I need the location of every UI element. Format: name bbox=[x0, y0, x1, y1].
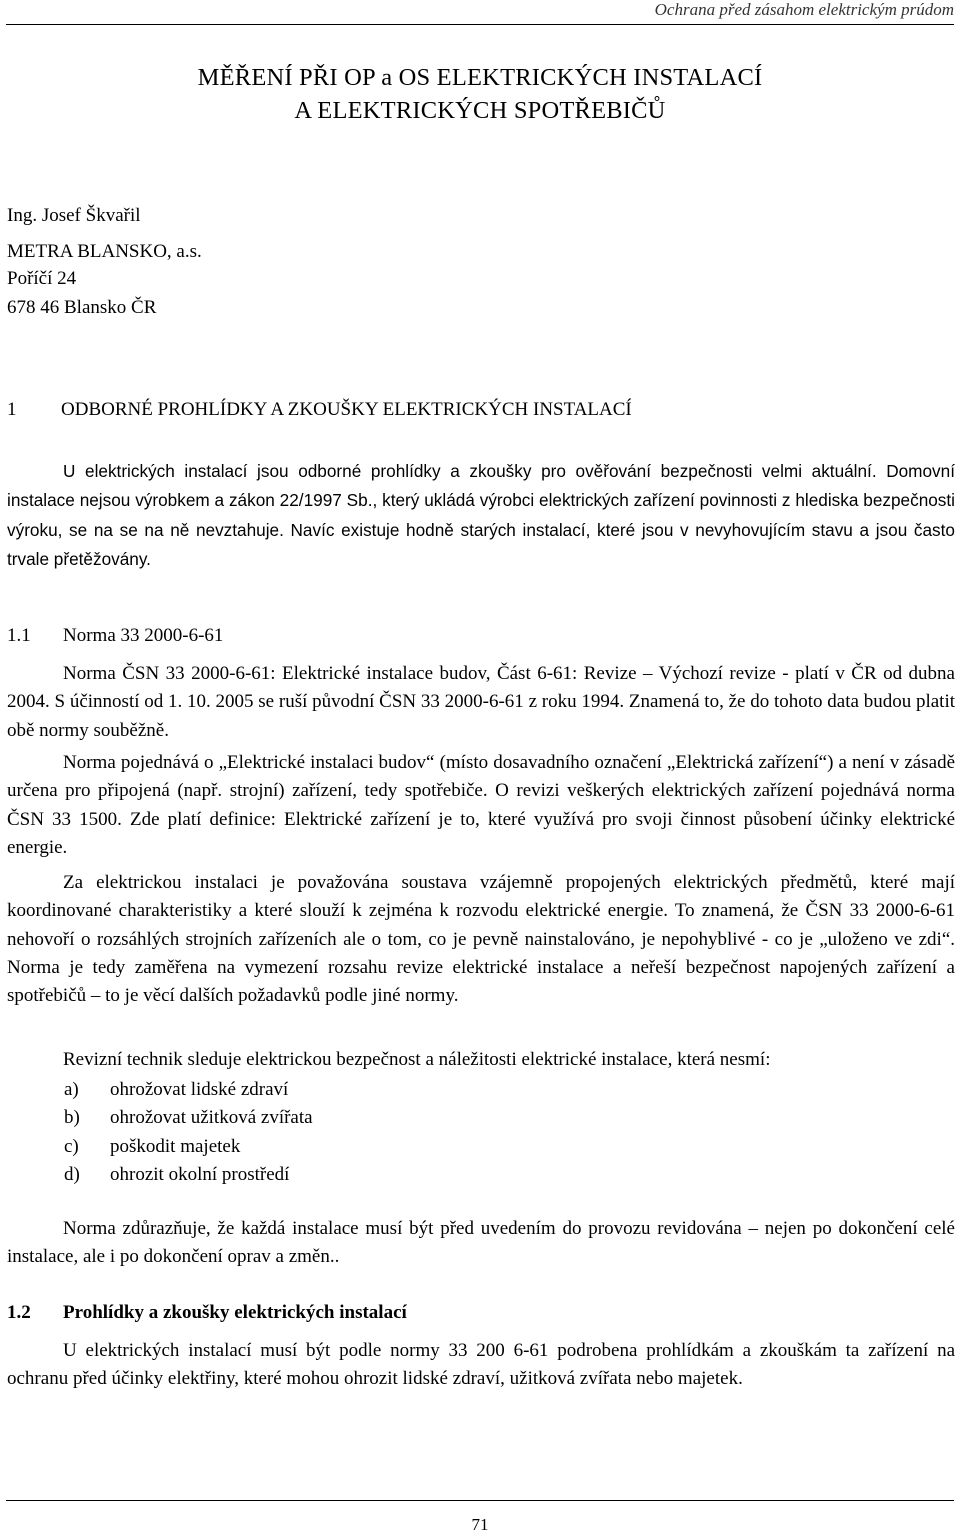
section-1-heading bbox=[7, 399, 632, 421]
footer-rule bbox=[6, 1500, 954, 1501]
section-1-2-paragraph-1 bbox=[7, 1337, 955, 1394]
list-item-text: ohrozit okolní prostředí bbox=[110, 1163, 290, 1185]
list-item-text: ohrožovat lidské zdraví bbox=[110, 1079, 289, 1100]
header-rule bbox=[6, 24, 954, 25]
paragraph-text-sans-cont: , který ukládá výrobci elektrických zařízení povinnosti z hlediska bezpečnosti výroku, se na se na ně nevztahuje. Navíc existuje hodně starých instalací, které jsou v nevyhovujícím stavu a jsou často trvale přetěžovány. bbox=[7, 490, 955, 569]
section-number: 1.1 bbox=[7, 625, 31, 646]
author-street: Poříčí 24 bbox=[7, 268, 77, 289]
page-number: 71 bbox=[471, 1515, 489, 1534]
list-item bbox=[64, 1133, 944, 1161]
author-city: 678 46 Blansko ČR bbox=[7, 297, 157, 318]
author-company: METRA BLANSKO, a.s. bbox=[7, 241, 202, 262]
section-1-1-paragraph-5 bbox=[7, 1215, 955, 1272]
list-item bbox=[64, 1076, 944, 1104]
list-marker: a) bbox=[64, 1079, 79, 1100]
section-1-1-paragraph-4 bbox=[7, 1046, 955, 1074]
section-1-paragraph bbox=[7, 457, 955, 574]
list-item bbox=[64, 1104, 944, 1132]
list-item-text: poškodit majetek bbox=[110, 1135, 241, 1157]
list-item-text: ohrožovat užitková zvířata bbox=[110, 1107, 313, 1129]
paragraph-text: Norma ČSN 33 2000-6-61: Elektrické instalace budov, Část 6-61: Revize – Výchozí revize - platí v ČR od dubna 2004. S účinností od 1. 10. 2005 se ruší původní ČSN 33 2000-6-61 z roku 1994. Znamená to, že do tohoto data budou platit obě normy souběžně. bbox=[7, 663, 955, 741]
paragraph-text: Norma zdůrazňuje, že každá instalace musí být před uvedením do provozu revidována – nejen po dokončení celé instalace, ale i po dokončení oprav a změn.. bbox=[7, 1218, 955, 1268]
section-1-1-paragraph-3 bbox=[7, 869, 955, 1010]
section-1-1-paragraph-2 bbox=[7, 749, 955, 862]
section-title: Norma 33 2000-6-61 bbox=[63, 625, 224, 646]
section-1-1-paragraph-1 bbox=[7, 660, 955, 745]
requirements-list bbox=[64, 1076, 944, 1189]
list-marker: d) bbox=[64, 1163, 80, 1185]
paragraph-text-sans: U elektrických instalací jsou odborné prohlídky a zkoušky pro ověřování bezpečnosti velmi aktuální. Domovní instalace nejsou výrobkem a zákon 22/1997 Sb. bbox=[7, 461, 955, 511]
section-1-1-heading bbox=[7, 625, 223, 647]
section-number: 1 bbox=[7, 399, 17, 420]
author-name: Ing. Josef Škvařil bbox=[7, 205, 141, 226]
document-title-line-2: A ELEKTRICKÝCH SPOTŘEBIČŮ bbox=[294, 97, 666, 124]
section-1-2-heading bbox=[7, 1302, 407, 1324]
section-number: 1.2 bbox=[7, 1302, 31, 1323]
section-title: ODBORNÉ PROHLÍDKY A ZKOUŠKY ELEKTRICKÝCH INSTALACÍ bbox=[61, 399, 632, 420]
document-title-line-1: MĚŘENÍ PŘI OP a OS ELEKTRICKÝCH INSTALACÍ bbox=[197, 64, 763, 91]
paragraph-text: Za elektrickou instalaci je považována soustava vzájemně propojených elektrických předmětů, které mají koordinované charakteristiky a které slouží k zejména k rozvodu elektrické energie. To znamená, že ČSN 33 2000-6-61 nehovoří o rozsáhlých strojních zařízeních ale o tom, co je pevně nainstalováno, je nepohyblivé - co je „uloženo ve zdi“. Norma je tedy zaměřena na vymezení rozsahu revize elektrické instalace a neřeší bezpečnost napojených zařízení a spotřebičů – to je věcí dalších požadavků podle jiné normy. bbox=[7, 872, 955, 1007]
section-title: Prohlídky a zkoušky elektrických instalací bbox=[63, 1302, 407, 1323]
list-marker: b) bbox=[64, 1107, 80, 1129]
list-marker: c) bbox=[64, 1135, 79, 1157]
paragraph-text: Revizní technik sleduje elektrickou bezpečnost a náležitosti elektrické instalace, která nesmí: bbox=[63, 1049, 771, 1070]
list-item bbox=[64, 1161, 944, 1189]
running-header: Ochrana před zásahom elektrickým prúdom bbox=[654, 0, 954, 19]
paragraph-text: U elektrických instalací musí být podle normy 33 200 6-61 podrobena prohlídkám a zkouškám ta zařízení na ochranu před účinky elektřiny, které mohou ohrozit lidské zdraví, užitková zvířata nebo majetek. bbox=[7, 1340, 955, 1390]
paragraph-text: Norma pojednává o „Elektrické instalaci budov“ (místo dosavadního označení „Elektrická zařízení“) a není v zásadě určena pro připojená (např. strojní) zařízení, tedy spotřebiče. O revizi veškerých elektrických zařízení pojednává norma ČSN 33 1500. Zde platí definice: Elektrické zařízení je to, které využívá pro svoji činnost působení účinky elektrické energie. bbox=[7, 752, 955, 858]
